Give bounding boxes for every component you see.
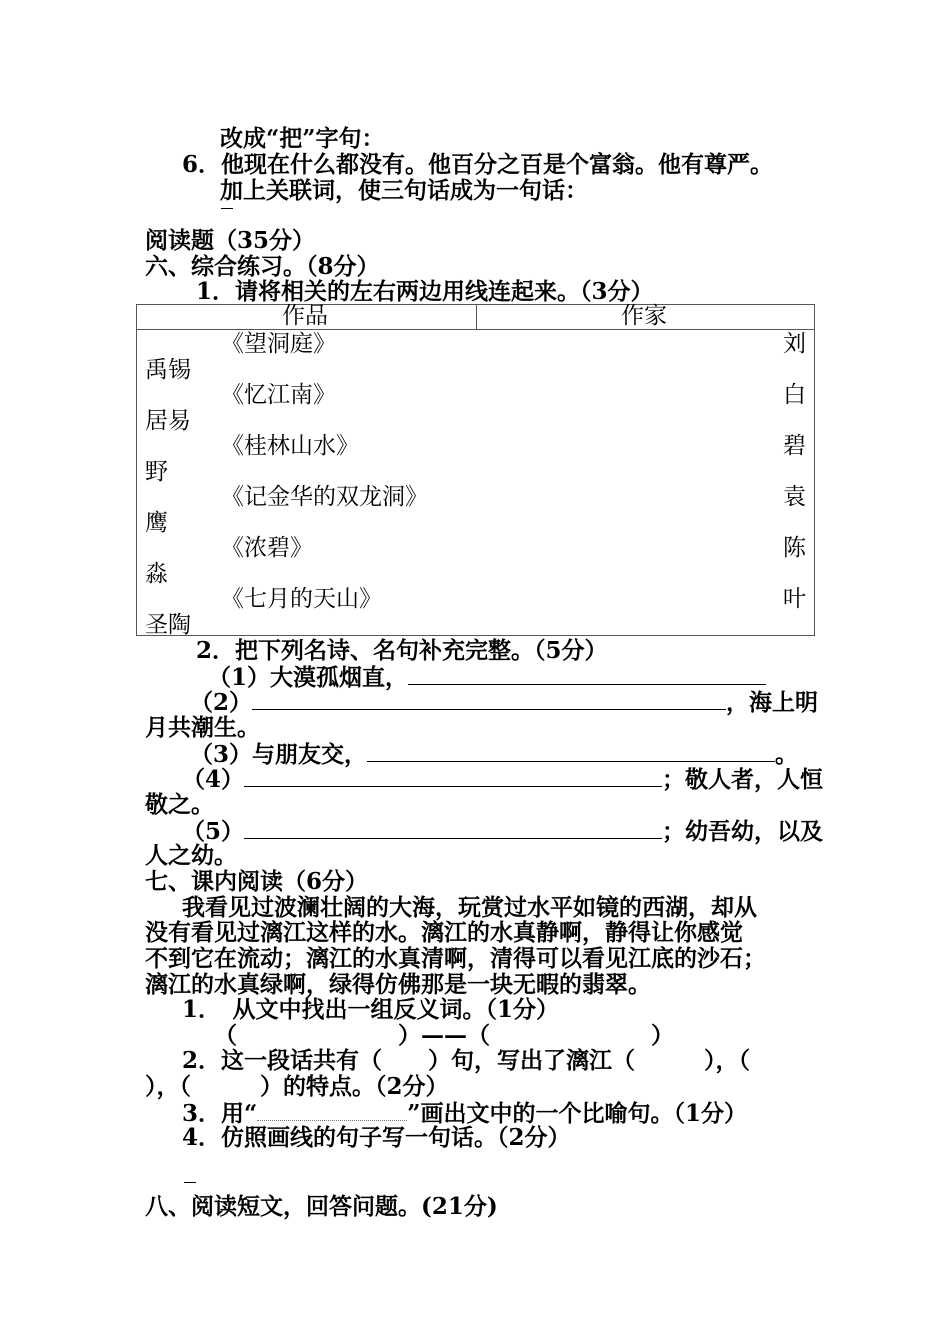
poem-line-2-suffix: ，海上明 xyxy=(726,689,819,716)
section-7-question-4: 4．仿照画线的句子写一句话。（2分） xyxy=(182,1124,571,1151)
author-fragment[interactable]: 鹰 xyxy=(145,510,168,536)
section-7-title: 七、课内阅读（6分） xyxy=(145,868,369,895)
q5-continuation: 改成“把”字句： xyxy=(220,125,385,152)
author-fragment[interactable]: 圣陶 xyxy=(145,612,191,638)
table-header-authors: 作家 xyxy=(621,303,667,329)
author-fragment[interactable]: 居易 xyxy=(145,408,191,434)
poem-line-4-continuation: 敬之。 xyxy=(145,791,214,818)
poem-line-5-prompt: （5） xyxy=(182,818,245,845)
poem-line-1-blank[interactable] xyxy=(408,664,766,685)
work-item[interactable]: 《忆江南》 xyxy=(221,382,336,408)
author-fragment[interactable]: 淼 xyxy=(145,561,168,587)
section-7-question-3-suffix: ”画出文中的一个比喻句。（1分） xyxy=(407,1100,747,1127)
section-7-question-3 xyxy=(182,1100,747,1127)
poem-line-4-prompt: （4） xyxy=(182,766,245,793)
poem-line-4-suffix: ；敬人者，人恒 xyxy=(662,766,824,793)
poem-line-1-prompt: （1）大漠孤烟直， xyxy=(208,664,409,691)
work-item[interactable]: 《浓碧》 xyxy=(221,535,313,561)
poem-line-1 xyxy=(208,664,766,691)
author-fragment[interactable]: 野 xyxy=(145,459,168,485)
author-fragment: 叶 xyxy=(783,586,806,612)
author-fragment: 袁 xyxy=(783,484,806,510)
poem-line-2-prompt: （2） xyxy=(190,689,253,716)
section-6-question-1: 1．请将相关的左右两边用线连起来。（3分） xyxy=(196,278,654,305)
question-6-instruction: 加上关联词，使三句话成为一句话： xyxy=(220,177,588,204)
question-6-text: 他现在什么都没有。他百分之百是个富翁。他有尊严。 xyxy=(221,151,774,178)
section-7-question-2-continuation: ），（ ）的特点。（2分） xyxy=(145,1073,449,1100)
poem-line-3-prompt: （3）与朋友交， xyxy=(190,741,368,768)
author-fragment[interactable]: 禹锡 xyxy=(145,357,191,383)
passage-line: 没有看见过漓江这样的水。漓江的水真静啊，静得让你感觉 xyxy=(145,919,743,946)
question-6 xyxy=(182,152,773,178)
passage-line: 漓江的水真绿啊，绿得仿佛那是一块无暇的翡翠。 xyxy=(145,971,651,998)
author-fragment: 碧 xyxy=(783,433,806,459)
section-7-question-3-prefix: 3．用“ xyxy=(182,1100,258,1127)
poem-line-4 xyxy=(182,766,823,793)
work-item[interactable]: 《桂林山水》 xyxy=(221,433,359,459)
work-item[interactable]: 《七月的天山》 xyxy=(221,586,382,612)
passage-line: 不到它在流动；漓江的水真清啊，清得可以看见江底的沙石； xyxy=(145,945,766,972)
mark-tick xyxy=(221,208,233,209)
table-header-divider xyxy=(476,305,477,329)
table-header-works: 作品 xyxy=(282,303,328,329)
poem-line-2-continuation: 月共潮生。 xyxy=(145,714,260,741)
poem-line-2-blank[interactable] xyxy=(252,689,726,710)
section-6-title: 六、综合练习。（8分） xyxy=(145,253,380,280)
author-fragment: 刘 xyxy=(783,331,806,357)
reading-section-header: 阅读题（35分） xyxy=(145,227,316,254)
question-6-number: 6． xyxy=(182,151,222,178)
poem-line-2 xyxy=(190,689,818,716)
section-7-question-1: 1． 从文中找出一组反义词。（1分） xyxy=(182,996,560,1023)
poem-line-5-blank[interactable] xyxy=(244,818,662,839)
poem-line-3 xyxy=(190,741,798,768)
author-fragment: 陈 xyxy=(783,535,806,561)
antonym-answer-parens[interactable]: （ ）——（ ） xyxy=(214,1022,674,1049)
work-item[interactable]: 《记金华的双龙洞》 xyxy=(221,484,428,510)
mark-tick xyxy=(184,1182,196,1183)
matching-table xyxy=(136,304,815,636)
work-item[interactable]: 《望洞庭》 xyxy=(221,331,336,357)
poem-line-4-blank[interactable] xyxy=(244,766,662,787)
underline-sample xyxy=(257,1100,407,1121)
passage-line: 我看见过波澜壮阔的大海，玩赏过水平如镜的西湖，却从 xyxy=(182,894,757,921)
poem-line-5-continuation: 人之幼。 xyxy=(145,842,237,869)
section-7-question-2: 2．这一段话共有（ ）句，写出了漓江（ ），（ xyxy=(182,1047,751,1074)
poem-line-3-suffix: 。 xyxy=(775,741,799,768)
poem-line-5-suffix: ；幼吾幼，以及 xyxy=(662,818,824,845)
poem-line-3-blank[interactable] xyxy=(367,741,775,762)
author-fragment: 白 xyxy=(783,382,806,408)
section-6-question-2: 2．把下列名诗、名句补充完整。（5分） xyxy=(196,637,608,664)
poem-line-5 xyxy=(182,818,823,845)
section-8-title: 八、阅读短文，回答问题。(21分) xyxy=(145,1193,498,1220)
